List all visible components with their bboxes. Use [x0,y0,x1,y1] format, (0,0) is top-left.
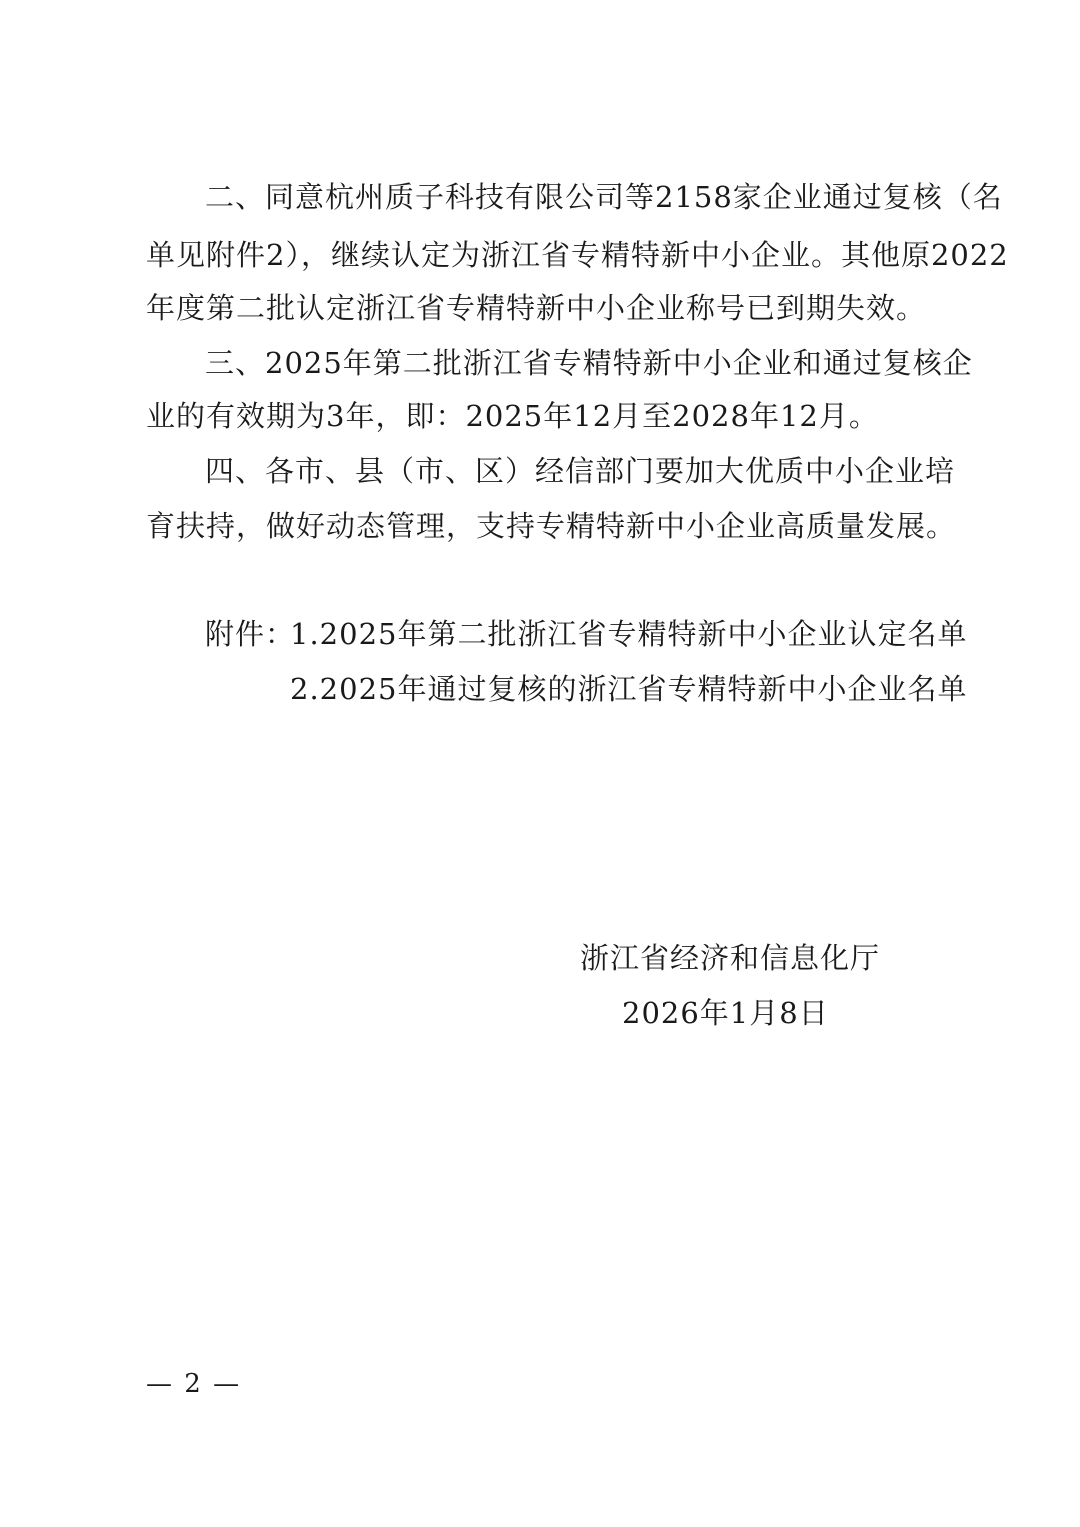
paragraph-3-line-1: 三、2025年第二批浙江省专精特新中小企业和通过复核企 [205,346,973,380]
paragraph-4-line-2: 育扶持，做好动态管理，支持专精特新中小企业高质量发展。 [146,509,957,543]
attachment-item-1: 1.2025年第二批浙江省专精特新中小企业认定名单 [290,617,968,651]
attachments-label: 附件： [205,617,296,651]
signature-organization: 浙江省经济和信息化厅 [580,941,881,975]
attachment-item-2: 2.2025年通过复核的浙江省专精特新中小企业名单 [290,672,968,706]
paragraph-2-line-3: 年度第二批认定浙江省专精特新中小企业称号已到期失效。 [146,291,927,325]
page-number: — 2 — [146,1369,242,1399]
paragraph-2-line-1: 二、同意杭州质子科技有限公司等2158家企业通过复核（名 [205,180,1003,214]
paragraph-4-line-1: 四、各市、县（市、区）经信部门要加大优质中小企业培 [205,454,956,488]
paragraph-2-line-2: 单见附件2），继续认定为浙江省专精特新中小企业。其他原2022 [146,238,1009,272]
paragraph-3-line-2: 业的有效期为3年，即：2025年12月至2028年12月。 [146,399,879,433]
signature-date: 2026年1月8日 [622,996,829,1030]
